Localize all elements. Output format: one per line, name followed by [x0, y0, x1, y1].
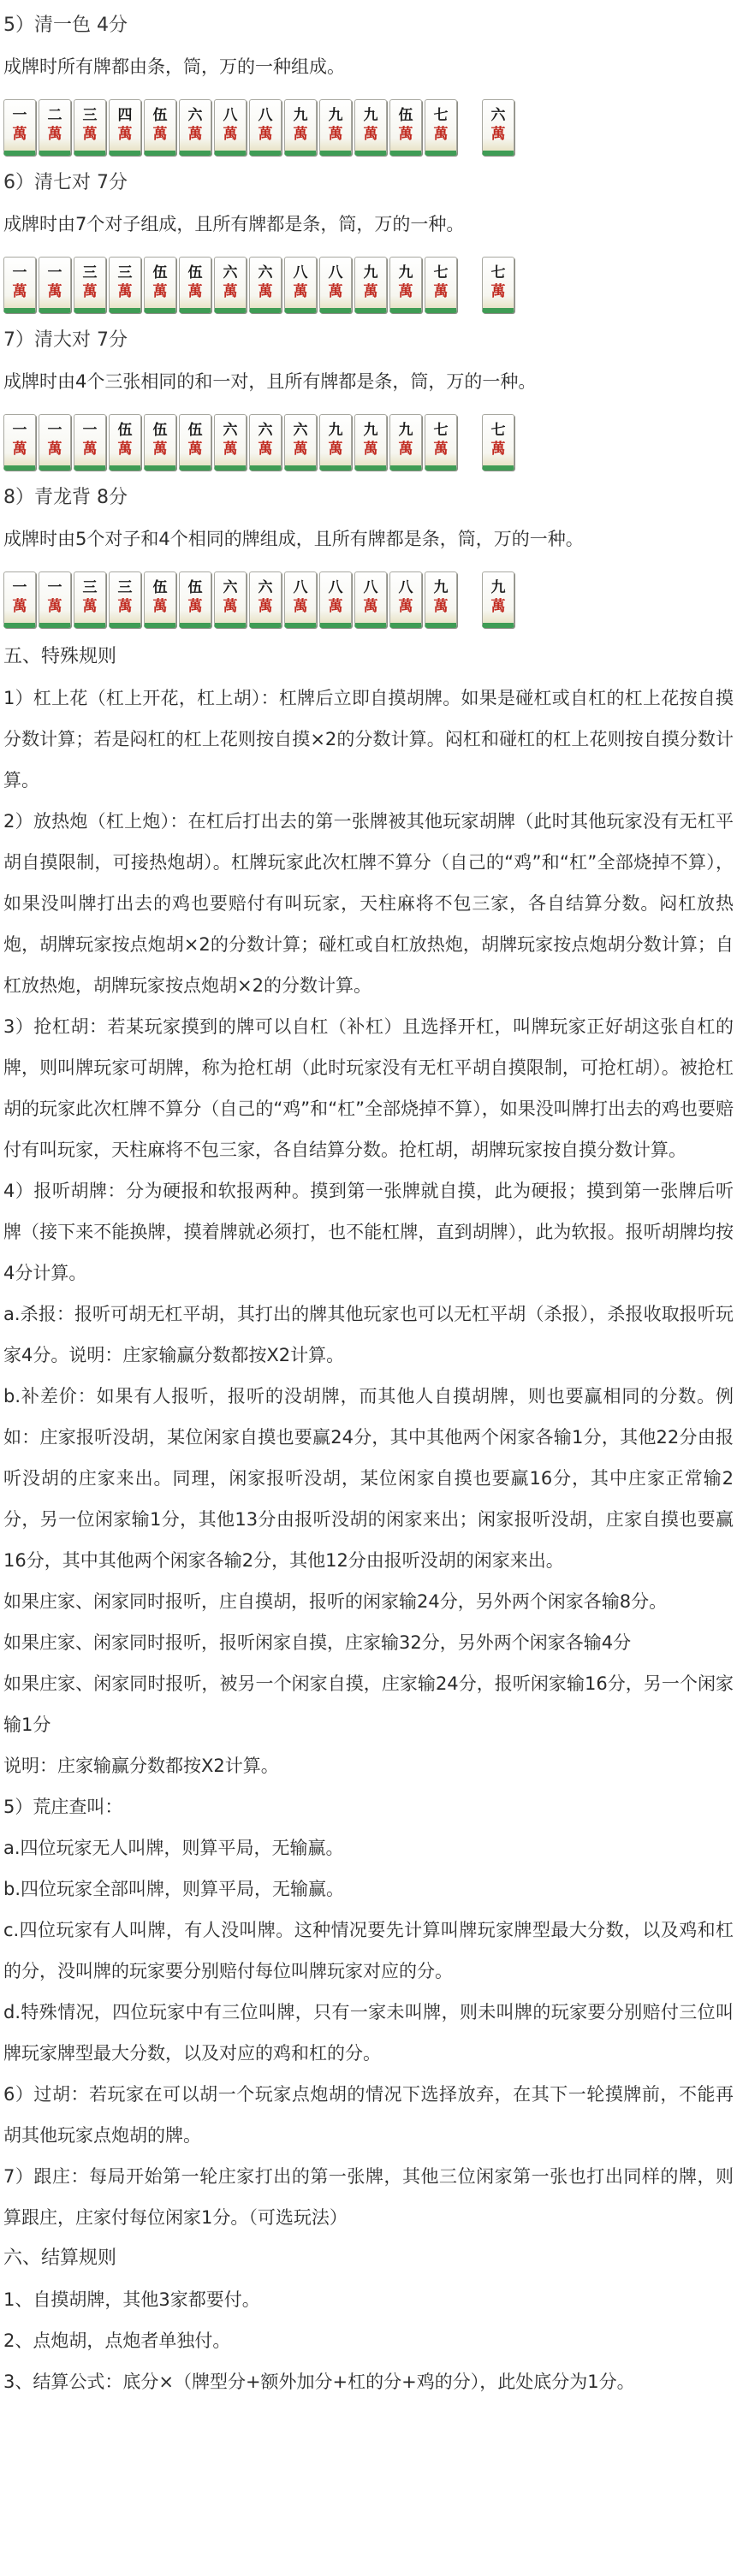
tile-number: 三: [117, 264, 133, 281]
tile-suit: 萬: [223, 283, 238, 300]
mahjong-tile: [74, 257, 106, 313]
tile-number: 三: [82, 579, 98, 596]
tile-suit: 萬: [187, 598, 203, 615]
tile-number: 九: [363, 107, 378, 124]
hand-type-description: 成牌时由7个对子组成，且所有牌都是条，筒，万的一种。: [3, 214, 465, 234]
mahjong-tile: [179, 414, 211, 471]
rule-paragraph: 6）过胡：若玩家在可以胡一个玩家点炮胡的情况下选择放弃，在其下一轮摸牌前，不能再胡其他玩家点炮胡的牌。: [3, 2084, 734, 2146]
tile-suit: 萬: [433, 283, 449, 300]
tile-suit: 萬: [490, 441, 506, 458]
hand-type-section: [3, 164, 734, 313]
hand-type-description: 成牌时由4个三张相同的和一对，且所有牌都是条，筒，万的一种。: [3, 371, 537, 392]
mahjong-tile: [389, 257, 422, 313]
tile-suit: 萬: [363, 283, 378, 300]
tile-number: 九: [398, 264, 413, 281]
tile-number: 三: [82, 107, 98, 124]
tile-number: 九: [363, 422, 378, 439]
winning-tile: [482, 257, 514, 313]
tile-number: 八: [258, 107, 273, 124]
tile-suit: 萬: [258, 598, 273, 615]
mahjong-tile: [319, 99, 352, 156]
tile-suit: 萬: [187, 126, 203, 143]
mahjong-tile: [354, 414, 387, 471]
tile-suit: 萬: [82, 126, 98, 143]
mahjong-tile: [179, 257, 211, 313]
tile-suit: 萬: [433, 126, 449, 143]
tile-suit: 萬: [293, 441, 308, 458]
tile-number: 三: [117, 579, 133, 596]
rule-paragraph: 3）抢杠胡：若某玩家摸到的牌可以自杠（补杠）且选择开杠，叫牌玩家正好胡这张自杠的牌，则叫牌玩家可胡牌，称为抢杠胡（此时玩家没有无杠平胡自摸限制，可抢杠胡）。被抢杠胡的玩家此次杠牌不算分（自己的“鸡”和“杠”全部烧掉不算），如果没叫牌打出去的鸡也要赔付有叫玩家，天柱麻将不包三家，各自结算分数。抢杠胡，胡牌玩家按自摸分数计算。: [3, 1016, 734, 1160]
mahjong-tile: [319, 414, 352, 471]
tile-suit: 萬: [82, 441, 98, 458]
tile-number: 伍: [187, 579, 203, 596]
tile-number: 七: [433, 107, 449, 124]
settlement-item: 3、结算公式：底分×（牌型分+额外加分+杠的分+鸡的分），此处底分为1分。: [3, 2372, 635, 2392]
tile-number: 九: [293, 107, 308, 124]
tile-number: 伍: [152, 422, 168, 439]
tile-suit: 萬: [398, 126, 413, 143]
tile-number: 六: [223, 264, 238, 281]
mahjong-tile: [214, 414, 247, 471]
mahjong-tile-row: [3, 91, 734, 156]
tile-number: 七: [433, 422, 449, 439]
rule-paragraph: 7）跟庄：每局开始第一轮庄家打出的第一张牌，其他三位闲家第一张也打出同样的牌，则算跟庄，庄家付每位闲家1分。（可选玩法）: [3, 2166, 734, 2228]
tile-suit: 萬: [47, 441, 62, 458]
mahjong-tile: [109, 571, 141, 628]
tile-suit: 萬: [293, 598, 308, 615]
tile-number: 二: [47, 107, 62, 124]
mahjong-tile: [214, 571, 247, 628]
tile-number: 六: [293, 422, 308, 439]
tile-suit: 萬: [82, 598, 98, 615]
tile-number: 八: [293, 579, 308, 596]
mahjong-tile: [74, 414, 106, 471]
hand-type-description: 成牌时由5个对子和4个相同的牌组成，且所有牌都是条，筒，万的一种。: [3, 529, 584, 549]
tile-number: 一: [12, 579, 27, 596]
mahjong-tile: [389, 99, 422, 156]
tile-number: 一: [12, 422, 27, 439]
rule-paragraph: 说明：庄家输赢分数都按X2计算。: [3, 1756, 279, 1776]
mahjong-tile: [214, 99, 247, 156]
tile-number: 四: [117, 107, 133, 124]
settlement-section: [3, 2238, 734, 2402]
tile-number: 九: [433, 579, 449, 596]
mahjong-tile: [39, 414, 71, 471]
mahjong-tile-row: [3, 563, 734, 628]
tile-suit: 萬: [258, 126, 273, 143]
tile-number: 一: [47, 579, 62, 596]
tile-number: 八: [328, 264, 343, 281]
tile-number: 伍: [398, 107, 413, 124]
tile-suit: 萬: [490, 283, 506, 300]
mahjong-tile: [39, 257, 71, 313]
rule-paragraph: b.四位玩家全部叫牌，则算平局，无输赢。: [3, 1879, 345, 1899]
rule-paragraph: 2）放热炮（杠上炮）：在杠后打出去的第一张牌被其他玩家胡牌（此时其他玩家没有无杠平胡自摸限制，可接热炮胡）。杠牌玩家此次杠牌不算分（自己的“鸡”和“杠”全部烧掉不算），如果没叫牌打出去的鸡也要赔付有叫玩家，天柱麻将不包三家，各自结算分数。闷杠放热炮，胡牌玩家按点炮胡×2的分数计算；碰杠或自杠放热炮，胡牌玩家按点炮胡分数计算；自杠放热炮，胡牌玩家按点炮胡×2的分数计算。: [3, 811, 734, 996]
mahjong-tile: [74, 99, 106, 156]
tile-suit: 萬: [398, 598, 413, 615]
tile-suit: 萬: [47, 283, 62, 300]
tile-suit: 萬: [223, 441, 238, 458]
tile-number: 八: [363, 579, 378, 596]
hand-type-title: 7）清大对 7分: [3, 329, 128, 351]
mahjong-tile: [214, 257, 247, 313]
mahjong-tile: [354, 571, 387, 628]
tile-number: 七: [490, 422, 506, 439]
hand-type-title: 6）清七对 7分: [3, 172, 128, 193]
mahjong-tile: [3, 414, 36, 471]
hand-type-title: 8）青龙背 8分: [3, 487, 128, 508]
rule-paragraph: b.补差价：如果有人报听，报听的没胡牌，而其他人自摸胡牌，则也要赢相同的分数。例如：庄家报听没胡，某位闲家自摸也要赢24分，其中其他两个闲家各输1分，其他22分由报听没胡的庄家来出。同理，闲家报听没胡，某位闲家自摸也要赢16分，其中庄家正常输2分，另一位闲家输1分，其他13分由报听没胡的闲家来出；闲家报听没胡，庄家自摸也要赢16分，其中其他两个闲家各输2分，其他12分由报听没胡的闲家来出。: [3, 1386, 734, 1571]
winning-tile: [482, 414, 514, 471]
mahjong-tile: [249, 571, 282, 628]
rule-paragraph: c.四位玩家有人叫牌，有人没叫牌。这种情况要先计算叫牌玩家牌型最大分数，以及鸡和杠的分，没叫牌的玩家要分别赔付每位叫牌玩家对应的分。: [3, 1920, 734, 1981]
mahjong-tile: [425, 99, 457, 156]
tile-number: 伍: [117, 422, 133, 439]
winning-tile: [482, 99, 514, 156]
rule-paragraph: d.特殊情况，四位玩家中有三位叫牌，只有一家未叫牌，则未叫牌的玩家要分别赔付三位叫牌玩家牌型最大分数，以及对应的鸡和杠的分。: [3, 2002, 734, 2064]
rule-paragraph: 如果庄家、闲家同时报听，庄自摸胡，报听的闲家输24分，另外两个闲家各输8分。: [3, 1591, 668, 1612]
settlement-heading: 六、结算规则: [3, 2247, 117, 2269]
tile-suit: 萬: [328, 441, 343, 458]
tile-suit: 萬: [152, 598, 168, 615]
tile-number: 一: [47, 422, 62, 439]
tile-suit: 萬: [328, 598, 343, 615]
tile-suit: 萬: [152, 441, 168, 458]
rule-paragraph: 1）杠上花（杠上开花，杠上胡）：杠牌后立即自摸胡牌。如果是碰杠或自杠的杠上花按自摸分数计算；若是闷杠的杠上花则按自摸×2的分数计算。闷杠和碰杠的杠上花则按自摸分数计算。: [3, 688, 734, 791]
mahjong-tile: [144, 571, 176, 628]
tile-suit: 萬: [117, 126, 133, 143]
tile-suit: 萬: [47, 598, 62, 615]
tile-suit: 萬: [117, 598, 133, 615]
tile-suit: 萬: [258, 441, 273, 458]
hand-type-description: 成牌时所有牌都由条，筒，万的一种组成。: [3, 56, 345, 77]
mahjong-tile: [284, 571, 317, 628]
settlement-items: [3, 2279, 734, 2402]
mahjong-tile: [3, 257, 36, 313]
mahjong-tile: [354, 99, 387, 156]
tile-suit: 萬: [363, 441, 378, 458]
mahjong-tile: [144, 99, 176, 156]
tile-number: 九: [363, 264, 378, 281]
tile-number: 八: [398, 579, 413, 596]
mahjong-tile-row: [3, 406, 734, 471]
mahjong-tile: [109, 99, 141, 156]
tile-suit: 萬: [152, 283, 168, 300]
mahjong-tile: [389, 414, 422, 471]
mahjong-tile: [284, 414, 317, 471]
mahjong-tile: [109, 257, 141, 313]
tile-number: 一: [12, 264, 27, 281]
special-rules-section: [3, 637, 734, 2238]
tile-number: 伍: [152, 579, 168, 596]
mahjong-tile: [354, 257, 387, 313]
tile-number: 伍: [187, 422, 203, 439]
mahjong-tile: [74, 571, 106, 628]
tile-number: 六: [223, 422, 238, 439]
mahjong-tile: [179, 571, 211, 628]
tile-number: 六: [490, 107, 506, 124]
tile-suit: 萬: [187, 283, 203, 300]
tile-number: 八: [328, 579, 343, 596]
tile-suit: 萬: [12, 126, 27, 143]
tile-number: 七: [433, 264, 449, 281]
special-rules-heading: 五、特殊规则: [3, 646, 117, 667]
mahjong-tile-row: [3, 248, 734, 313]
mahjong-tile: [179, 99, 211, 156]
mahjong-tile: [249, 414, 282, 471]
rule-paragraph: a.杀报：报听可胡无杠平胡，其打出的牌其他玩家也可以无杠平胡（杀报），杀报收取报听玩家4分。说明：庄家输赢分数都按X2计算。: [3, 1304, 734, 1365]
tile-number: 九: [328, 107, 343, 124]
rule-paragraph: 如果庄家、闲家同时报听，报听闲家自摸，庄家输32分，另外两个闲家各输4分: [3, 1632, 632, 1653]
tile-number: 八: [293, 264, 308, 281]
mahjong-tile: [144, 414, 176, 471]
hand-type-section: [3, 322, 734, 471]
tile-number: 伍: [152, 264, 168, 281]
tile-number: 伍: [152, 107, 168, 124]
mahjong-tile: [3, 99, 36, 156]
tile-suit: 萬: [223, 126, 238, 143]
settlement-item: 2、点炮胡，点炮者单独付。: [3, 2330, 231, 2351]
mahjong-tile: [425, 414, 457, 471]
hand-type-title: 5）清一色 4分: [3, 15, 128, 36]
tile-number: 九: [328, 422, 343, 439]
rule-paragraph: 如果庄家、闲家同时报听，被另一个闲家自摸，庄家输24分，报听闲家输16分，另一个闲家输1分: [3, 1673, 734, 1735]
tile-suit: 萬: [328, 126, 343, 143]
tile-number: 六: [187, 107, 203, 124]
special-rules-paragraphs: [3, 678, 734, 2238]
tile-number: 八: [223, 107, 238, 124]
mahjong-tile: [39, 99, 71, 156]
tile-number: 九: [398, 422, 413, 439]
rule-paragraph: a.四位玩家无人叫牌，则算平局，无输赢。: [3, 1838, 344, 1858]
tile-number: 一: [47, 264, 62, 281]
tile-number: 一: [82, 422, 98, 439]
tile-suit: 萬: [12, 598, 27, 615]
tile-suit: 萬: [363, 598, 378, 615]
tile-number: 九: [490, 579, 506, 596]
mahjong-tile: [389, 571, 422, 628]
tile-suit: 萬: [258, 283, 273, 300]
mahjong-tile: [319, 571, 352, 628]
tile-suit: 萬: [293, 126, 308, 143]
rules-page: [0, 2, 737, 2402]
tile-suit: 萬: [117, 283, 133, 300]
tile-suit: 萬: [490, 126, 506, 143]
tile-number: 伍: [187, 264, 203, 281]
mahjong-tile: [249, 99, 282, 156]
tile-suit: 萬: [187, 441, 203, 458]
mahjong-tile: [284, 99, 317, 156]
mahjong-tile: [3, 571, 36, 628]
tile-number: 六: [258, 579, 273, 596]
tile-number: 一: [12, 107, 27, 124]
winning-tile: [482, 571, 514, 628]
rule-paragraph: 4）报听胡牌：分为硬报和软报两种。摸到第一张牌就自摸，此为硬报；摸到第一张牌后听牌（接下来不能换牌，摸着牌就必须打，也不能杠牌，直到胡牌），此为软报。报听胡牌均按4分计算。: [3, 1181, 734, 1283]
tile-suit: 萬: [490, 598, 506, 615]
mahjong-tile: [144, 257, 176, 313]
tile-number: 三: [82, 264, 98, 281]
mahjong-tile: [284, 257, 317, 313]
hand-type-section: [3, 7, 734, 156]
tile-suit: 萬: [47, 126, 62, 143]
tile-suit: 萬: [433, 598, 449, 615]
tile-suit: 萬: [152, 126, 168, 143]
rule-paragraph: 5）荒庄查叫：: [3, 1797, 123, 1817]
tile-number: 六: [223, 579, 238, 596]
tile-suit: 萬: [223, 598, 238, 615]
tile-suit: 萬: [363, 126, 378, 143]
tile-suit: 萬: [433, 441, 449, 458]
mahjong-tile: [425, 571, 457, 628]
tile-number: 六: [258, 422, 273, 439]
mahjong-tile: [249, 257, 282, 313]
settlement-item: 1、自摸胡牌，其他3家都要付。: [3, 2289, 260, 2310]
tile-number: 六: [258, 264, 273, 281]
hand-types-list: [3, 7, 734, 628]
tile-suit: 萬: [398, 283, 413, 300]
mahjong-tile: [109, 414, 141, 471]
mahjong-tile: [319, 257, 352, 313]
tile-suit: 萬: [12, 283, 27, 300]
mahjong-tile: [425, 257, 457, 313]
tile-suit: 萬: [117, 441, 133, 458]
tile-suit: 萬: [293, 283, 308, 300]
tile-suit: 萬: [328, 283, 343, 300]
mahjong-tile: [39, 571, 71, 628]
tile-suit: 萬: [82, 283, 98, 300]
tile-suit: 萬: [398, 441, 413, 458]
tile-suit: 萬: [12, 441, 27, 458]
hand-type-section: [3, 479, 734, 628]
tile-number: 七: [490, 264, 506, 281]
